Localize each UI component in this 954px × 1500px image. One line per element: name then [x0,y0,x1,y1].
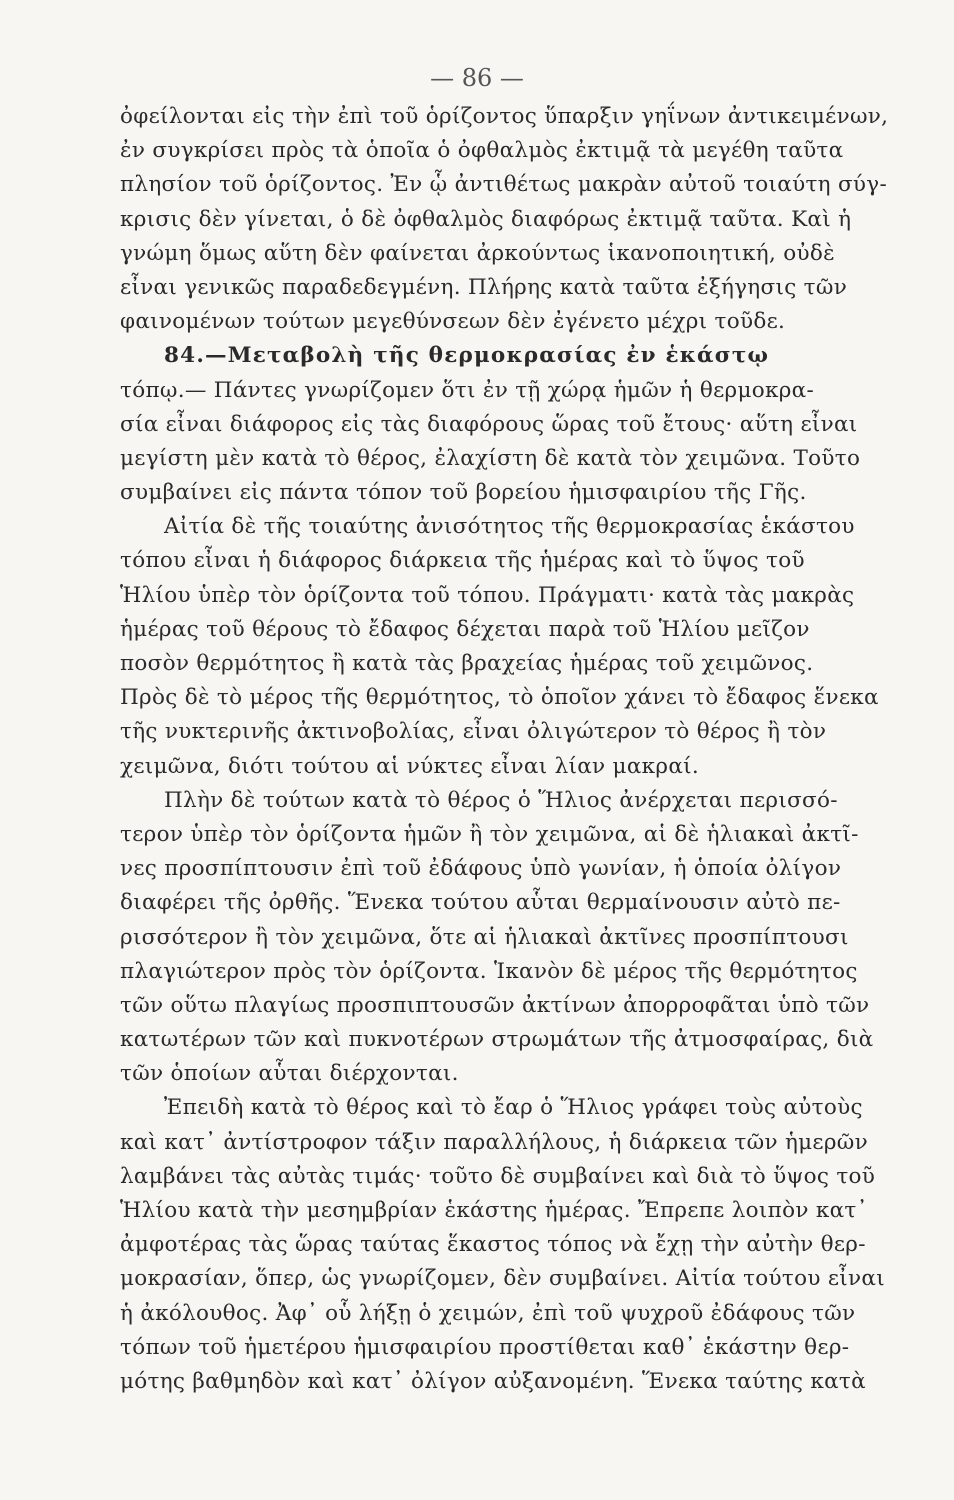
text-line: ὀφείλονται εἰς τὴν ἐπὶ τοῦ ὁρίζοντος ὕπαρξιν γηΐνων ἀντικειμένων, [120,104,889,129]
text-line: καὶ κατ᾽ ἀντίστροφον τάξιν παραλλήλους, ἡ διάρκεια τῶν ἡμερῶν [120,1129,868,1155]
text-line: Πλὴν δὲ τούτων κατὰ τὸ θέρος ὁ Ἥλιος ἀνέρχεται περισσό- [164,787,838,813]
text-line: κρισις δὲν γίνεται, ὁ δὲ ὀφθαλμὸς διαφόρως ἐκτιμᾷ ταῦτα. Καὶ ἡ [120,206,852,232]
text-line: μοκρασίαν, ὅπερ, ὡς γνωρίζομεν, δὲν συμβαίνει. Αἰτία τούτου εἶναι [120,1266,885,1292]
text-line: ἀμφοτέρας τὰς ὥρας ταύτας ἕκαστος τόπος νὰ ἔχῃ τὴν αὐτὴν θερ- [120,1232,866,1258]
text-line: τόπου εἶναι ἡ διάφορος διάρκεια τῆς ἡμέρας καὶ τὸ ὕψος τοῦ [120,548,805,574]
text-line: συμβαίνει εἰς πάντα τόπον τοῦ βορείου ἡμισφαιρίου τῆς Γῆς. [120,480,807,506]
text-line: Αἰτία δὲ τῆς τοιαύτης ἀνισότητος τῆς θερμοκρασίας ἑκάστου [164,514,855,540]
text-line: Πρὸς δὲ τὸ μέρος τῆς θερμότητος, τὸ ὁποῖον χάνει τὸ ἔδαφος ἕνεκα [120,685,879,711]
text-line: νες προσπίπτουσιν ἐπὶ τοῦ ἐδάφους ὑπὸ γωνίαν, ἡ ὁποία ὀλίγον [120,856,842,882]
text-line: τῶν οὕτω πλαγίως προσπιπτουσῶν ἀκτίνων ἀπορροφᾶται ὑπὸ τῶν [120,992,870,1018]
text-line: ἐν συγκρίσει πρὸς τὰ ὁποῖα ὁ ὀφθαλμὸς ἐκτιμᾷ τὰ μεγέθη ταῦτα [120,138,844,164]
text-line: λαμβάνει τὰς αὐτὰς τιμάς· τοῦτο δὲ συμβαίνει καὶ διὰ τὸ ὕψος τοῦ [120,1163,876,1189]
text-line: Ἡλίου κατὰ τὴν μεσημβρίαν ἑκάστης ἡμέρας. Ἔπρεπε λοιπὸν κατ᾽ [120,1198,868,1223]
text-line: Ἡλίου ὑπὲρ τὸν ὁρίζοντα τοῦ τόπου. Πράγματι· κατὰ τὰς μακρὰς [120,582,855,608]
text-line: τῶν ὁποίων αὗται διέρχονται. [120,1061,459,1087]
text-line: εἶναι γενικῶς παραδεδεγμένη. Πλήρης κατὰ ταῦτα ἐξήγησις τῶν [120,274,848,300]
text-line: σία εἶναι διάφορος εἰς τὰς διαφόρους ὥρας τοῦ ἔτους· αὕτη εἶναι [120,411,858,437]
text-line: ἡ ἀκόλουθος. Ἀφ᾽ οὗ λήξῃ ὁ χειμών, ἐπὶ τοῦ ψυχροῦ ἐδάφους τῶν [120,1300,856,1326]
text-line: φαινομένων τούτων μεγεθύνσεων δὲν ἐγένετο μέχρι τοῦδε. [120,309,786,335]
text-line: μεγίστη μὲν κατὰ τὸ θέρος, ἐλαχίστη δὲ κατὰ τὸν χειμῶνα. Τοῦτο [120,445,861,471]
text-line: Ἐπειδὴ κατὰ τὸ θέρος καὶ τὸ ἔαρ ὁ Ἥλιος γράφει τοὺς αὐτοὺς [164,1095,863,1121]
text-line: διαφέρει τῆς ὀρθῆς. Ἕνεκα τούτου αὗται θερμαίνουσιν αὐτὸ πε- [120,890,841,916]
text-line: πλαγιώτερον πρὸς τὸν ὁρίζοντα. Ἱκανὸν δὲ μέρος τῆς θερμότητος [120,958,858,984]
text-line: τερον ὑπὲρ τὸν ὁρίζοντα ἡμῶν ἢ τὸν χειμῶνα, αἱ δὲ ἡλιακαὶ ἀκτῖ- [120,821,859,847]
text-line: πλησίον τοῦ ὁρίζοντος. Ἐν ᾧ ἀντιθέτως μακρὰν αὐτοῦ τοιαύτη σύγ- [120,172,888,198]
text-line: χειμῶνα, διότι τούτου αἱ νύκτες εἶναι λίαν μακραί. [120,753,700,779]
text-line: τόπων τοῦ ἡμετέρου ἡμισφαιρίου προστίθεται καθ᾽ ἑκάστην θερ- [120,1334,850,1360]
text-line: ρισσότερον ἢ τὸν χειμῶνα, ὅτε αἱ ἡλιακαὶ ἀκτῖνες προσπίπτουσι [120,924,849,950]
text-line: τῆς νυκτερινῆς ἀκτινοβολίας, εἶναι ὀλιγώτερον τὸ θέρος ἢ τὸν [120,719,827,745]
text-line: μότης βαθμηδὸν καὶ κατ᾽ ὀλίγον αὐξανομένη. Ἕνεκα ταύτης κατὰ [120,1368,866,1394]
text-line: τόπῳ.— Πάντες γνωρίζομεν ὅτι ἐν τῇ χώρᾳ ἡμῶν ἡ θερμοκρα- [120,377,815,403]
text-line: γνώμη ὅμως αὕτη δὲν φαίνεται ἀρκούντως ἱκανοποιητική, οὐδὲ [120,240,835,266]
page-number: — 86 — [430,64,524,92]
text-line: κατωτέρων τῶν καὶ πυκνοτέρων στρωμάτων τῆς ἀτμοσφαίρας, διὰ [120,1027,874,1053]
text-body [120,100,910,1399]
text-line: ἡμέρας τοῦ θέρους τὸ ἔδαφος δέχεται παρὰ τοῦ Ἡλίου μεῖζον [120,616,810,642]
text-line: ποσὸν θερμότητος ἢ κατὰ τὰς βραχείας ἡμέρας τοῦ χειμῶνος. [120,651,814,676]
section-heading: 84.—Μεταβολὴ τῆς θερμοκρασίας ἐν ἑκάστῳ [164,343,770,369]
